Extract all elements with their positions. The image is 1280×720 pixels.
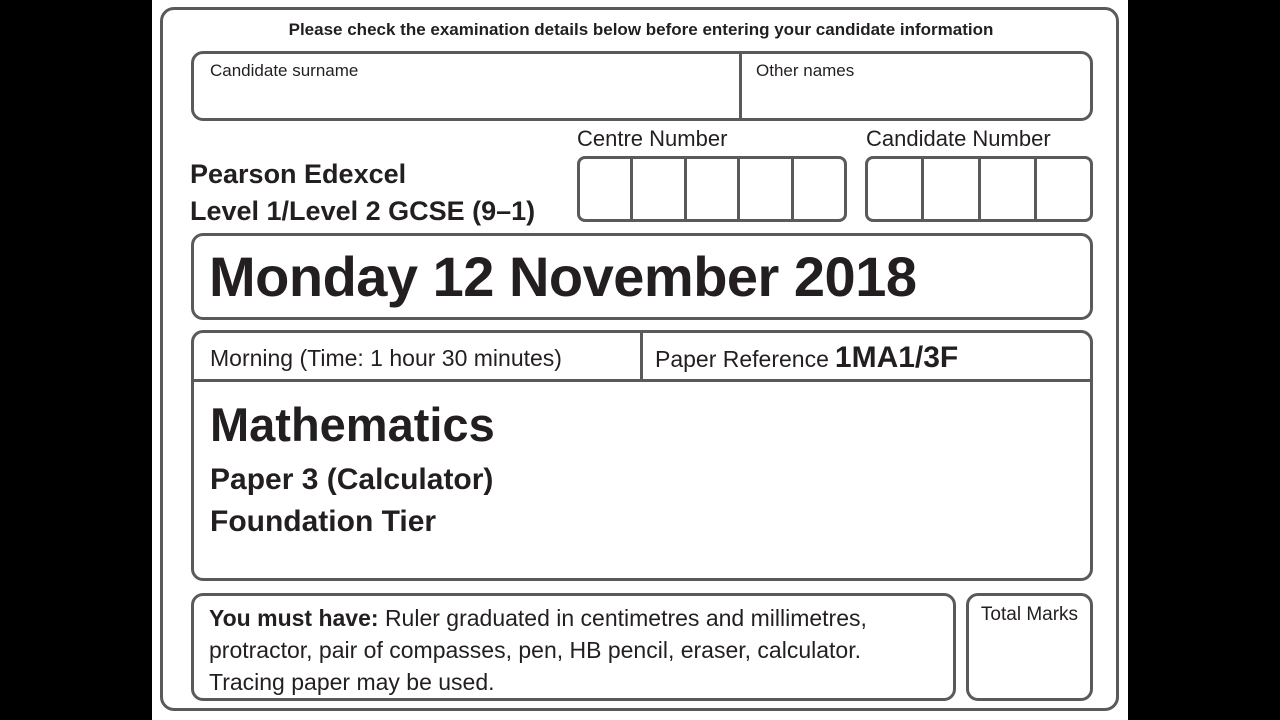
- centre-number-grid: [577, 156, 847, 222]
- candidate-number-digit-box[interactable]: [981, 159, 1037, 219]
- paper-name: Paper 3 (Calculator): [210, 463, 494, 496]
- candidate-surname-label: Candidate surname: [210, 61, 359, 80]
- candidate-number-digit-box[interactable]: [868, 159, 924, 219]
- requirements-line-3: Tracing paper may be used.: [209, 669, 495, 695]
- subject-title: Mathematics: [210, 398, 495, 451]
- centre-number-label: Centre Number: [577, 126, 728, 151]
- board-name: Pearson Edexcel: [190, 159, 407, 189]
- candidate-name-box: [191, 51, 1093, 121]
- paper-reference-label: Paper Reference: [655, 346, 829, 372]
- session-time: Morning (Time: 1 hour 30 minutes): [210, 345, 562, 371]
- requirements-line-1: You must have: Ruler graduated in centimetres and millimetres,: [209, 605, 867, 631]
- paper-reference-code: 1MA1/3F: [834, 341, 959, 374]
- requirements-line-2: protractor, pair of compasses, pen, HB pencil, eraser, calculator.: [209, 637, 861, 663]
- other-names-field[interactable]: [742, 54, 1090, 118]
- exam-date-box: [191, 233, 1093, 320]
- requirements-box: [191, 593, 956, 701]
- exam-board: [190, 156, 535, 230]
- candidate-surname-field[interactable]: [194, 54, 739, 118]
- centre-number-digit-box[interactable]: [687, 159, 740, 219]
- centre-number-digit-box[interactable]: [580, 159, 633, 219]
- total-marks-box[interactable]: [966, 593, 1093, 701]
- centre-number-digit-box[interactable]: [794, 159, 844, 219]
- candidate-number-digit-box[interactable]: [1037, 159, 1090, 219]
- other-names-label: Other names: [756, 61, 855, 80]
- session-divider: [640, 333, 643, 382]
- paper-reference: [655, 341, 958, 375]
- candidate-number-digit-box[interactable]: [924, 159, 980, 219]
- centre-number-digit-box[interactable]: [633, 159, 686, 219]
- candidate-number-label: Candidate Number: [866, 126, 1051, 151]
- total-marks-label: Total Marks: [980, 604, 1079, 625]
- details-divider: [194, 379, 1090, 382]
- requirements-heading: You must have:: [209, 605, 379, 631]
- instruction-note: Please check the examination details below before entering your candidate information: [288, 20, 994, 39]
- exam-date: Monday 12 November 2018: [209, 245, 917, 308]
- centre-number-digit-box[interactable]: [740, 159, 793, 219]
- tier-name: Foundation Tier: [210, 505, 437, 538]
- candidate-number-grid: [865, 156, 1093, 222]
- requirements-text: [209, 602, 867, 698]
- qualification-level: Level 1/Level 2 GCSE (9–1): [190, 196, 536, 226]
- paper-details-box: [191, 330, 1093, 581]
